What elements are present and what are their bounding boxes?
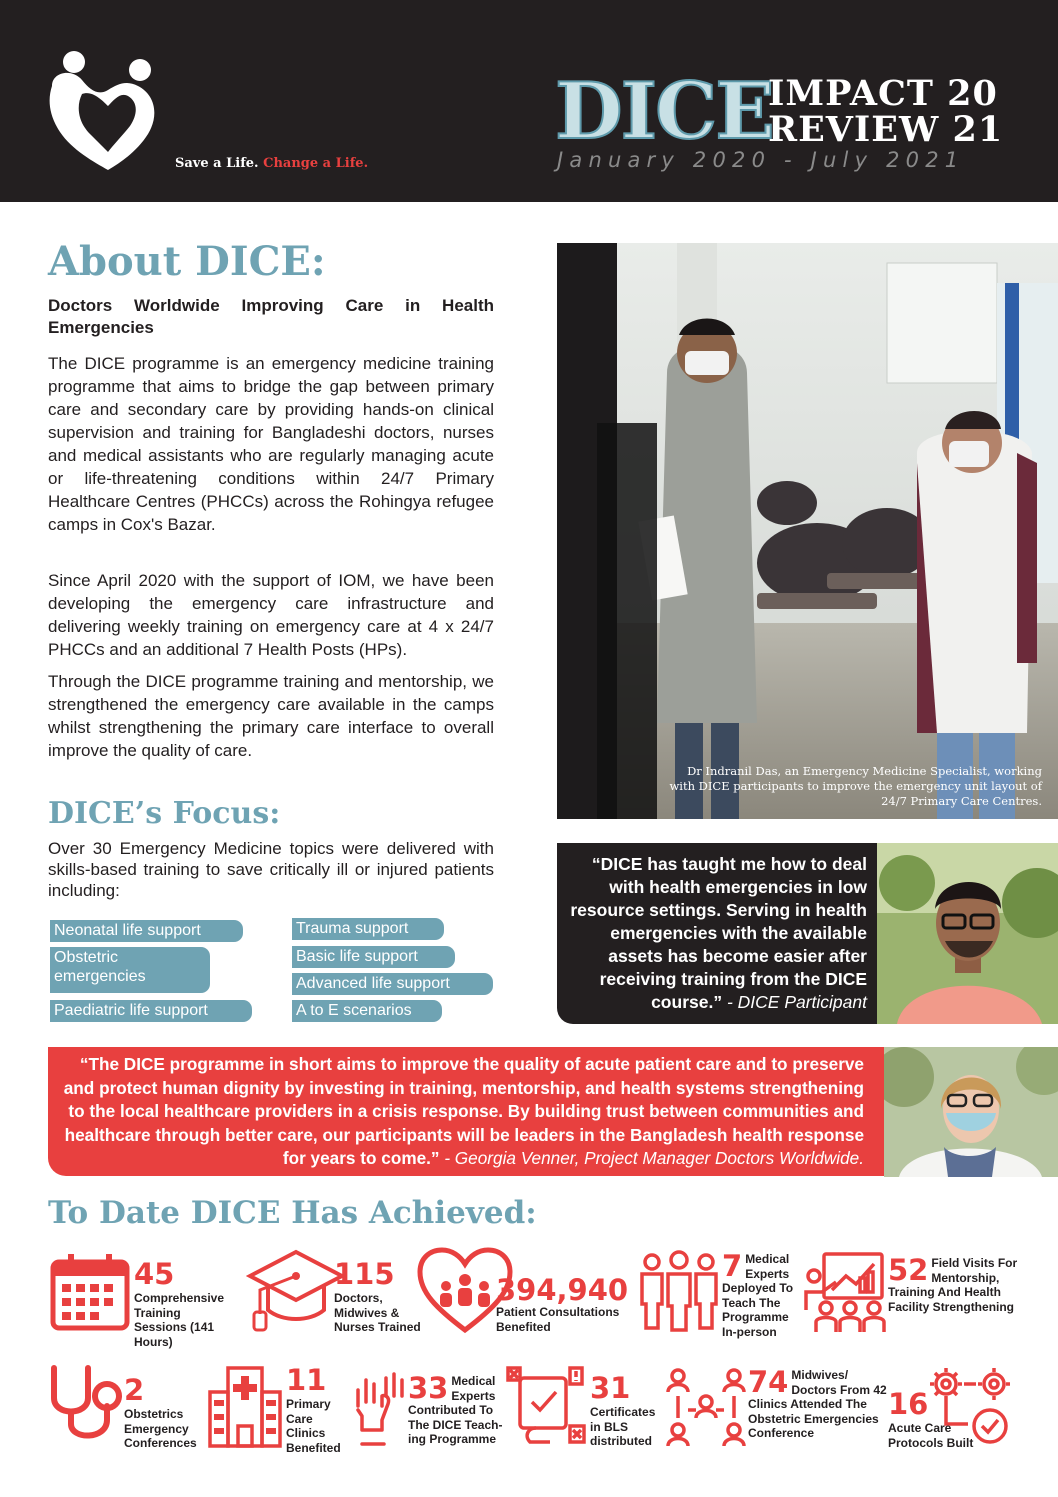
- stat-item: [888, 1387, 978, 1450]
- focus-tag: Trauma support: [292, 918, 444, 940]
- network-people-icon: [664, 1366, 748, 1448]
- stat-label: Medical Experts Deployed To Teach The Programme In-person: [722, 1252, 794, 1339]
- graduation-cap-icon: [246, 1248, 346, 1334]
- stat-number: 16: [888, 1387, 929, 1421]
- stat-number: 33: [408, 1371, 449, 1405]
- stat-item: [888, 1253, 1018, 1314]
- stat-number: 7: [722, 1249, 743, 1283]
- clinic-photo-illustration: [557, 243, 1058, 819]
- stat-number: 31: [590, 1371, 631, 1405]
- team-icon: [638, 1250, 720, 1332]
- stat-label: Medical Experts Contributed To The DICE Teach-ing Programme: [408, 1374, 503, 1446]
- brand-dice: DICE: [555, 66, 773, 157]
- tagline: Save a Life. Change a Life.: [175, 156, 369, 171]
- manager-quote-text: “The DICE programme in short aims to improve the quality of acute patient care and to preserve and protect human dignity by investing in training, mentorship, and health systems strengthening to the local healthcare providers in a crisis response. By building trust between communities and healthcare through better care, our participants will be leaders in the Bangladesh health response for years to come.” - Georgia Venner, Project Manager Doctors Worldwide.: [63, 1054, 864, 1168]
- focus-text: Over 30 Emergency Medicine topics were delivered with skills-based training to save critically ill or injured patients including:: [48, 839, 494, 900]
- stat-item: [496, 1273, 636, 1334]
- stat-label: Certificates in BLS distributed: [590, 1405, 656, 1448]
- stat-label: Acute Care Protocols Built: [888, 1421, 974, 1450]
- manager-photo: [884, 1047, 1058, 1177]
- hospital-icon: [206, 1364, 284, 1448]
- brand-impact: IMPACT 20: [768, 73, 998, 114]
- stat-item: [334, 1257, 429, 1335]
- achieved-heading: To Date DICE Has Achieved:: [48, 1195, 537, 1231]
- stat-label: Doctors, Midwives & Nurses Trained: [334, 1291, 421, 1334]
- stat-number: 52: [888, 1253, 929, 1287]
- stat-number: 2: [124, 1373, 145, 1407]
- manager-quote-box: [48, 1047, 884, 1176]
- stethoscope-icon: [46, 1364, 126, 1448]
- stat-number: 394,940: [496, 1273, 629, 1307]
- focus-tag: Neonatal life support: [50, 920, 243, 942]
- stat-item: [134, 1257, 234, 1349]
- stat-item: [408, 1371, 508, 1447]
- stat-item: [590, 1371, 660, 1449]
- about-paragraph-1: The DICE programme is an emergency medicine training programme that aims to bridge the gap between primary care and secondary care by providing hands-on clinical supervision and training for Bangladeshi doctors, nurses and medical assistants who are regularly managing acute or life-threatening conditions within 24/7 Primary Healthcare Centres (PHCCs) across the Rohingya refugee camps in Cox's Bazar.: [48, 354, 494, 534]
- stat-label: Field Visits For Mentorship, Training And Health Facility Strengthening: [888, 1256, 1018, 1314]
- stat-label: Midwives/ Doctors From 42 Clinics Attended The Obstetric Emergencies Conference: [748, 1368, 887, 1440]
- stat-number: 11: [286, 1363, 327, 1397]
- focus-tag: Paediatric life support: [50, 1000, 252, 1022]
- about-subheading: Doctors Worldwide Improving Care in Health Emergencies: [48, 296, 494, 337]
- focus-tag: A to E scenarios: [292, 1000, 442, 1022]
- about-paragraph-3: Through the DICE programme training and mentorship, we strengthened the emergency care available in the camps whilst strengthening the primary care interface to overall improve the quality of care.: [48, 672, 494, 760]
- calendar-icon: [50, 1252, 130, 1332]
- clinic-photo: [557, 243, 1058, 819]
- focus-tag: Obstetric emergencies: [50, 947, 210, 993]
- dice-logo-icon: [42, 44, 172, 174]
- participant-quote-box: [557, 843, 877, 1024]
- stat-item: [124, 1373, 204, 1451]
- stat-label: Comprehensive Training Sessions (141 Hours): [134, 1291, 225, 1349]
- stat-label: Patient Consultations Benefited: [496, 1305, 620, 1334]
- raised-hands-icon: [352, 1366, 408, 1446]
- photo-caption: Dr Indranil Das, an Emergency Medicine Specialist, working with DICE participants to improve the emergency unit layout of 24/7 Primary Care Centres.: [669, 764, 1042, 808]
- participant-photo: [877, 843, 1058, 1024]
- stat-item: [286, 1363, 350, 1455]
- stat-item: [748, 1365, 888, 1441]
- participant-quote-text: “DICE has taught me how to deal with health emergencies in low resource settings. Serving in health emergencies with the available assets has become easier after receiving training from the DICE course.” - DICE Participant: [570, 854, 867, 1012]
- presentation-icon: [802, 1250, 886, 1334]
- about-paragraph-2: Since April 2020 with the support of IOM, we have been developing the emergency care infrastructure and delivering weekly training on emergency care at 4 x 24/7 PHCCs and an additional 7 Health Posts (HPs).: [48, 571, 494, 659]
- header-banner: [0, 0, 1058, 202]
- stat-label: Primary Care Clinics Benefited: [286, 1397, 341, 1455]
- about-heading: About DICE:: [48, 238, 326, 285]
- brand-review: REVIEW 21: [768, 109, 1004, 150]
- publication-title: [555, 66, 1015, 180]
- focus-tag: Basic life support: [292, 946, 455, 968]
- stat-label: Obstetrics Emergency Conferences: [124, 1407, 197, 1450]
- checklist-icon: [506, 1364, 590, 1448]
- stat-number: 74: [748, 1365, 789, 1399]
- brand-dates: January 2020 - July 2021: [557, 148, 965, 172]
- stat-number: 45: [134, 1257, 175, 1291]
- stat-number: 115: [334, 1257, 395, 1291]
- stat-item: [722, 1249, 802, 1339]
- focus-tag: Advanced life support: [292, 973, 493, 995]
- focus-heading: DICE’s Focus:: [48, 796, 281, 831]
